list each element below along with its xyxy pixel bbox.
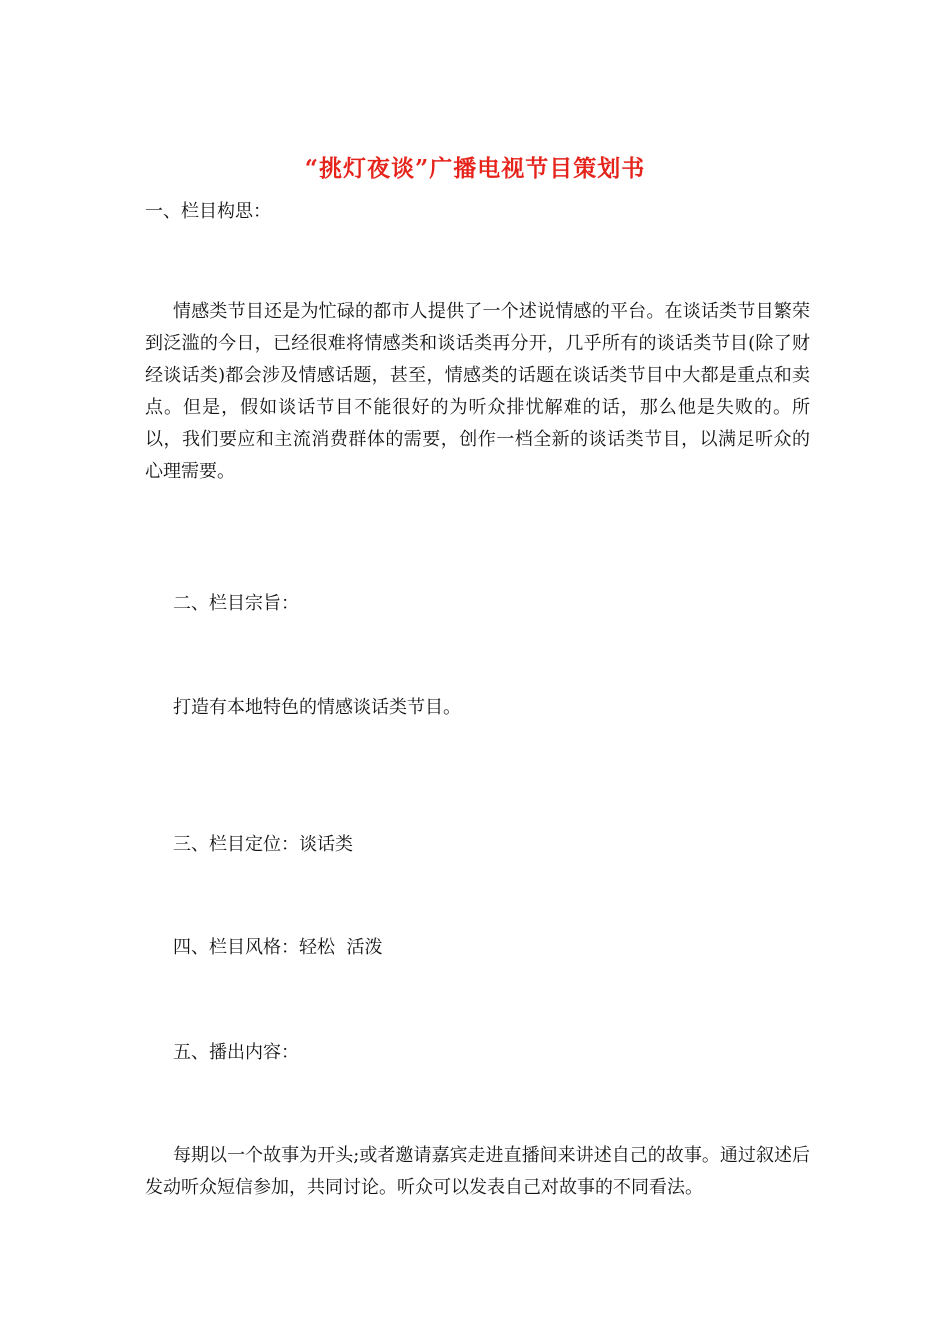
- section2-heading: 二、栏目宗旨：: [173, 593, 299, 614]
- section3-line: 三、栏目定位：谈话类: [173, 834, 353, 855]
- section2-body: 打造有本地特色的情感谈话类节目。: [173, 697, 461, 718]
- section1-body: 情感类节目还是为忙碌的都市人提供了一个述说情感的平台。在谈话类节目繁荣到泛滥的今日，已经很难将情感类和谈话类再分开，几乎所有的谈话类节目(除了财经谈话类)都会涉及情感话题，甚至，情感类的话题在谈话类节目中大都是重点和卖点。但是，假如谈话节目不能很好的为听众排忧解难的话，那么他是失败的。所以，我们要应和主流消费群体的需要，创作一档全新的谈话类节目，以满足听众的心理需要。: [145, 301, 810, 482]
- section4-line: 四、栏目风格：轻松 活泼: [173, 937, 383, 958]
- section5-heading: 五、播出内容：: [173, 1042, 299, 1063]
- document-title: “挑灯夜谈”广播电视节目策划书: [304, 155, 646, 182]
- section1-heading: 一、栏目构思：: [145, 201, 271, 222]
- section5-body: 每期以一个故事为开头;或者邀请嘉宾走进直播间来讲述自己的故事。通过叙述后发动听众短信参加，共同讨论。听众可以发表自己对故事的不同看法。: [145, 1145, 810, 1198]
